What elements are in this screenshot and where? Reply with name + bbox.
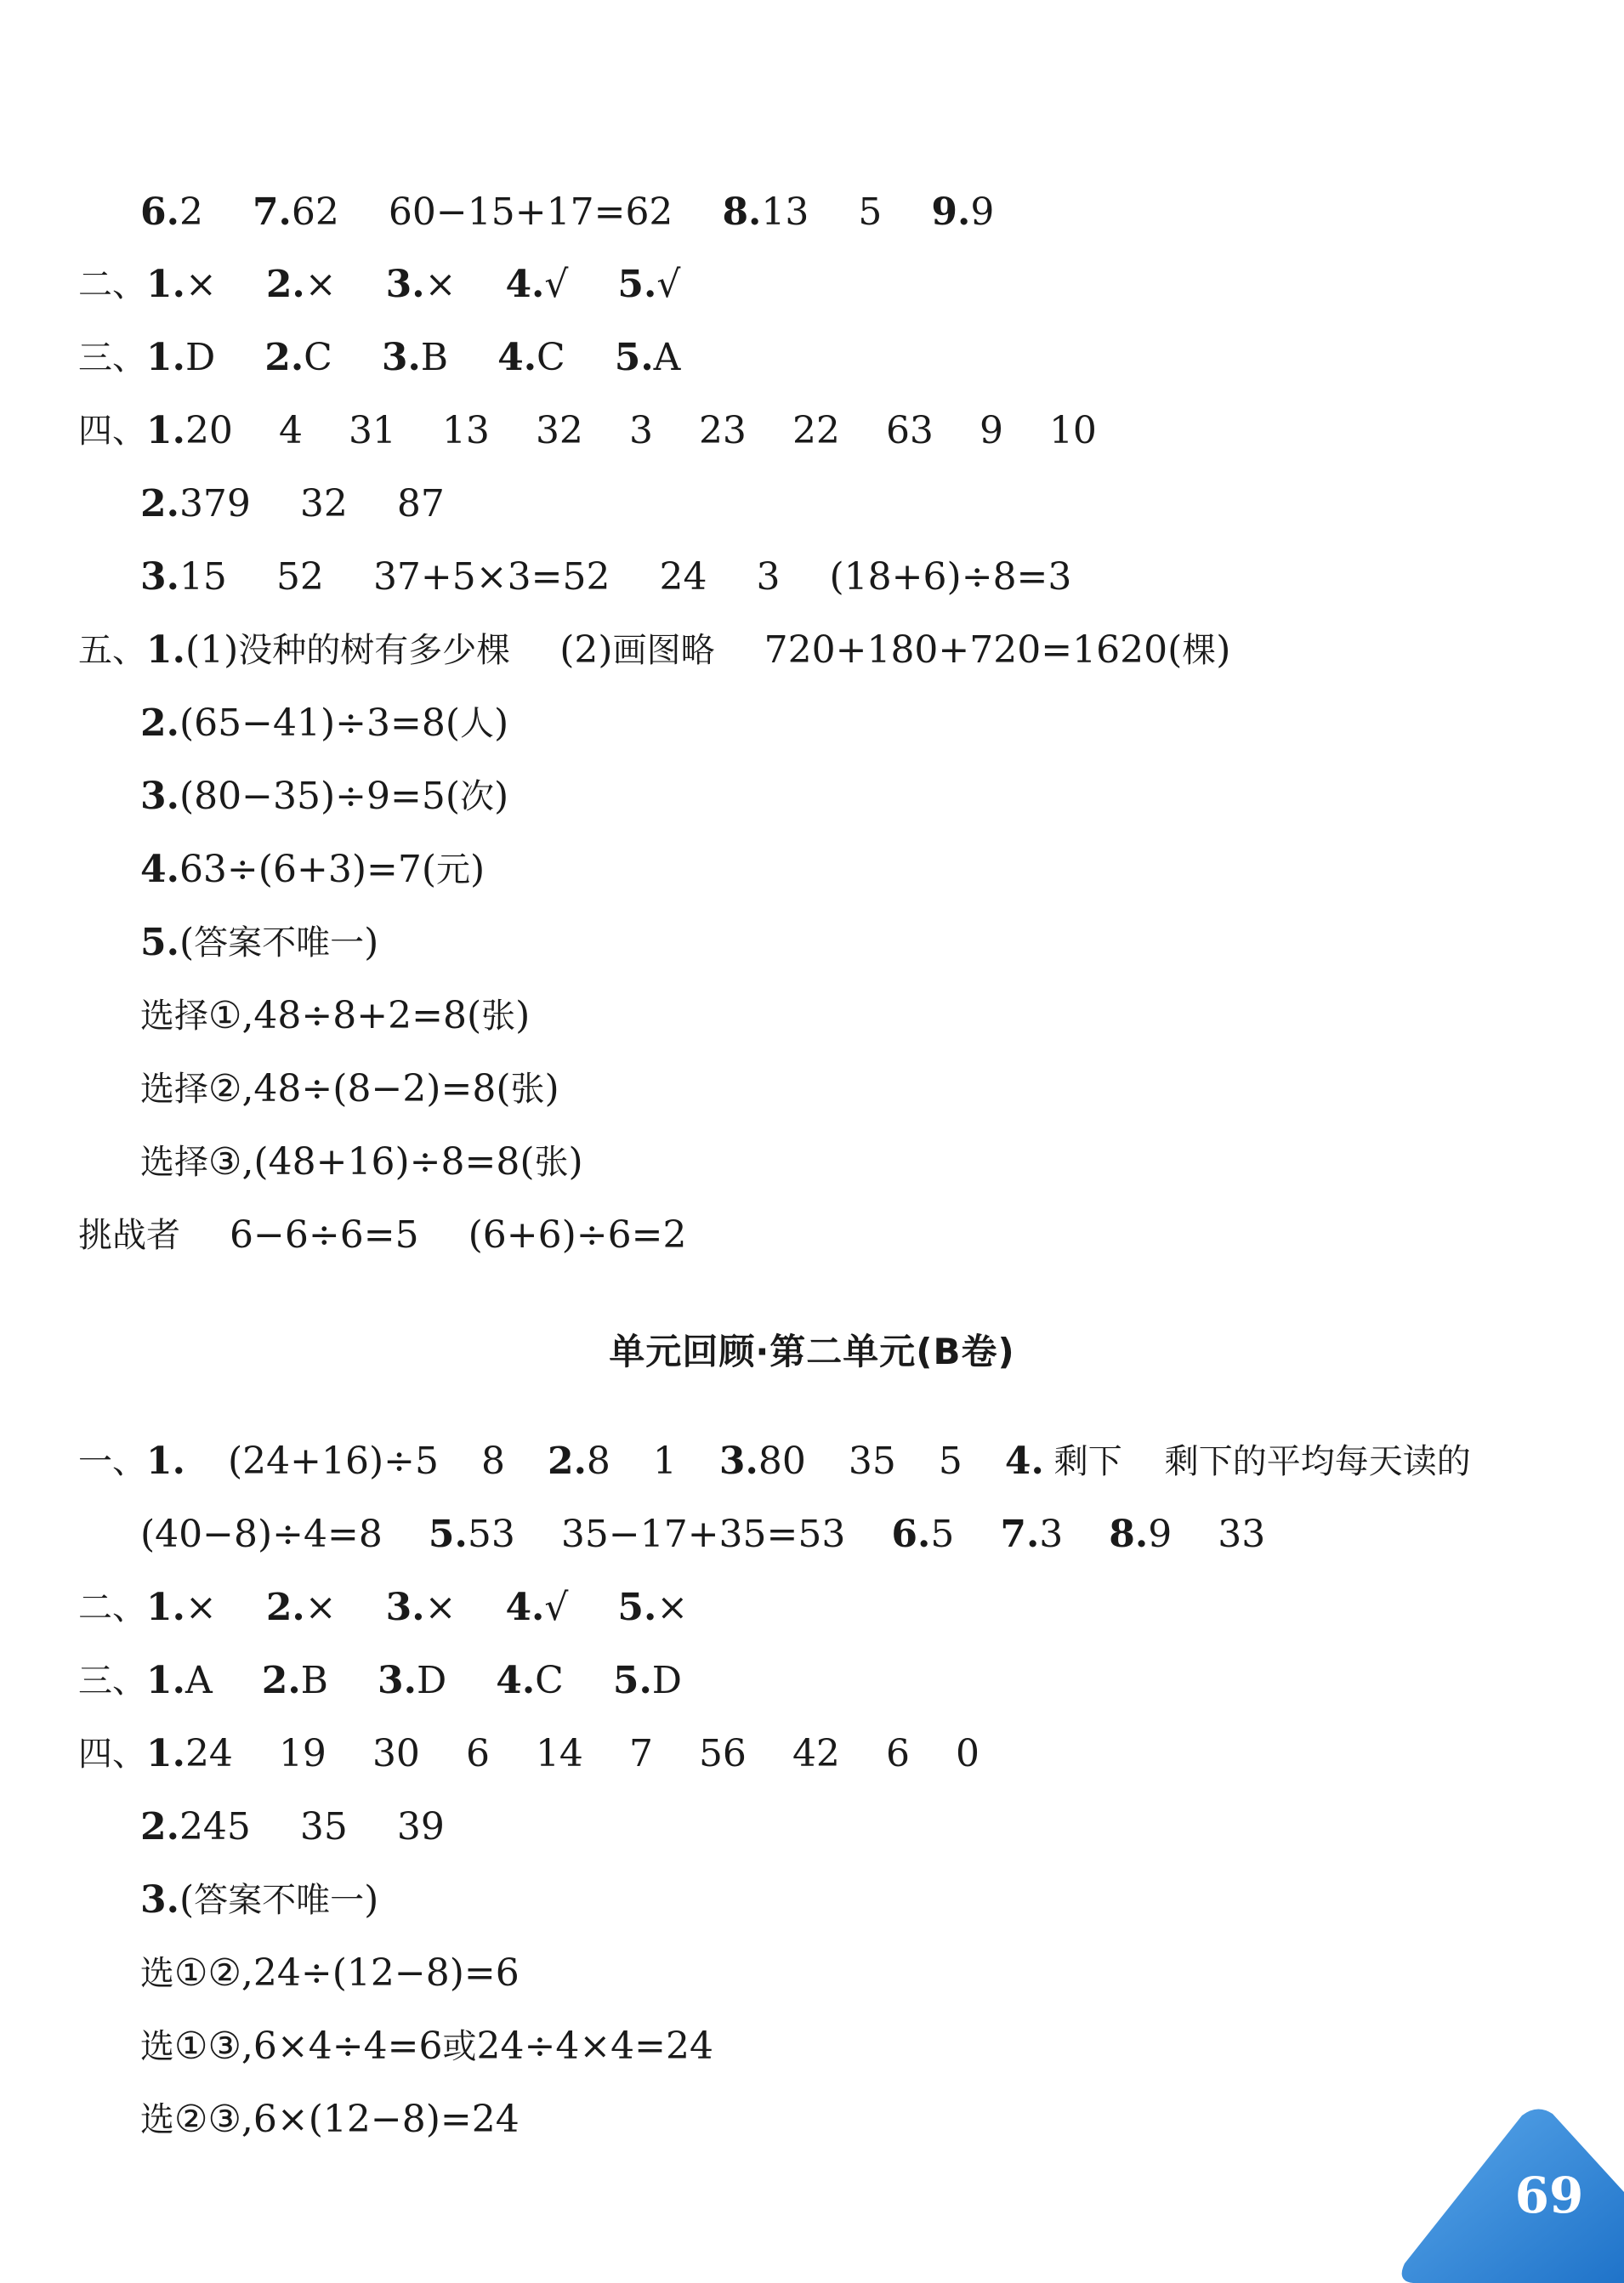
answer-line: 选②③,6×(12−8)=24 xyxy=(140,2098,520,2141)
answer-line: (40−8)÷4=8 5.53 35−17+35=53 6.5 7.3 8.9 33 xyxy=(140,1513,1266,1556)
answer-line: 2.379 32 87 xyxy=(140,482,445,525)
answer-line: 二、1.× 2.× 3.× 4.√ 5.× xyxy=(78,1586,689,1629)
answer-line: 四、1.20 4 31 13 32 3 23 22 63 9 10 xyxy=(78,409,1097,452)
answer-line: 选择①,48÷8+2=8(张) xyxy=(140,994,531,1037)
answer-line: 挑战者 6−6÷6=5 (6+6)÷6=2 xyxy=(78,1213,687,1257)
answer-line: 三、1.D 2.C 3.B 4.C 5.A xyxy=(78,336,681,379)
answer-line: 选择②,48÷(8−2)=8(张) xyxy=(140,1067,559,1110)
answer-line: 2.245 35 39 xyxy=(140,1805,445,1849)
answer-line: 3.15 52 37+5×3=52 24 3 (18+6)÷8=3 xyxy=(140,555,1072,599)
answer-line: 6.2 7.62 60−15+17=62 8.13 5 9.9 xyxy=(140,190,995,234)
page-number-badge xyxy=(1394,2100,1624,2283)
page-number: 69 xyxy=(1514,2167,1584,2224)
answer-line: 三、1.A 2.B 3.D 4.C 5.D xyxy=(78,1659,683,1702)
answer-line: 选①③,6×4÷4=6或24÷4×4=24 xyxy=(140,2025,714,2068)
answer-line: 2.(65−41)÷3=8(人) xyxy=(140,701,509,745)
answer-line: 二、1.× 2.× 3.× 4.√ 5.√ xyxy=(78,263,681,306)
answer-line: 五、1.(1)没种的树有多少棵 (2)画图略 720+180+720=1620(棵) xyxy=(78,628,1231,672)
answer-line: 选择③,(48+16)÷8=8(张) xyxy=(140,1140,583,1184)
answer-line: 3.(答案不唯一) xyxy=(140,1878,379,1922)
answer-line: 四、1.24 19 30 6 14 7 56 42 6 0 xyxy=(78,1732,980,1775)
answer-line: 选①②,24÷(12−8)=6 xyxy=(140,1951,520,1995)
answer-line: 5.(答案不唯一) xyxy=(140,921,379,964)
answer-line: 一、1. (24+16)÷5 8 2.8 1 3.80 35 5 4. 剩下 剩下的平均每天读的 xyxy=(78,1440,1471,1483)
answer-line: 4.63÷(6+3)=7(元) xyxy=(140,848,485,891)
section-title: 单元回顾·第二单元(B卷) xyxy=(609,1331,1015,1372)
answer-line: 3.(80−35)÷9=5(次) xyxy=(140,775,509,818)
